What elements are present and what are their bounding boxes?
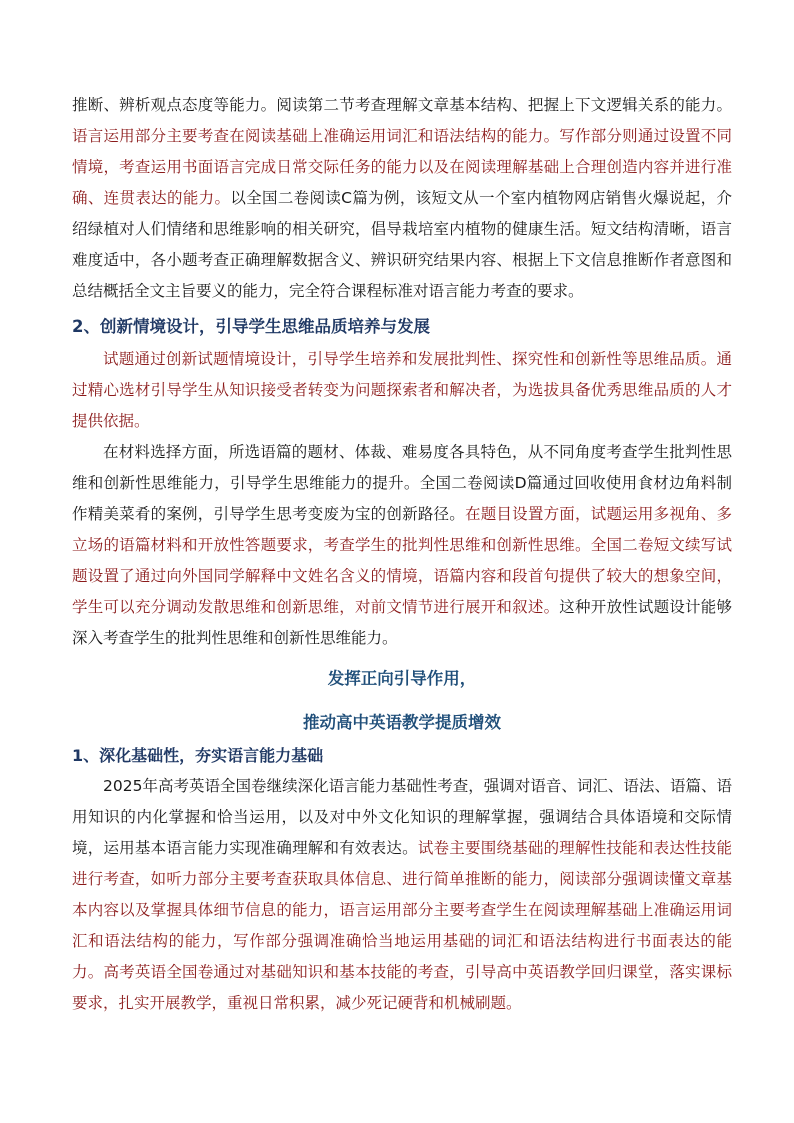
paragraph-3 (72, 437, 732, 654)
paragraph-4-sentence-2: 试卷主要围绕基础的理解性技能和表达性技能进行考查，如听力部分主要考查获取具体信息、进行简单推断的能力，阅读部分强调读懂文章基本内容以及掌握具体细节信息的能力，语言运用部分主要考查学生在阅读理解基础上准确运用词汇和语法结构的能力，写作部分强调准确恰当地运用基础的词汇和语法结构进行书面表达的能力。高考英语全国卷通过对基础知识和基本技能的考查，引导高中英语教学回归课堂，落实课标要求，扎实开展教学，重视日常积累，减少死记硬背和机械刷题。 (72, 839, 732, 1012)
paragraph-4-sentence-1: 2025年高考英语全国卷继续深化语言能力基础性考查，强调对语音、词汇、语法、语篇、语用知识的内化掌握和恰当运用，以及对中外文化知识的理解掌握，强调结合具体语境和交际情境，运用基本语言能力实现准确理解和有效表达。 (72, 777, 732, 857)
section-heading-2: 2、创新情境设计，引导学生思维品质培养与发展 (72, 317, 430, 336)
subsection-heading-1: 1、深化基础性，夯实语言能力基础 (72, 746, 324, 765)
paragraph-1 (72, 90, 732, 307)
paragraph-3-sentence-2: 在题目设置方面，试题运用多视角、多立场的语篇材料和开放性答题要求，考查学生的批判性思维和创新性思维。全国二卷短文续写试题设置了通过向外国同学解释中文姓名含义的情境，语篇内容和段首句提供了较大的想象空间，学生可以充分调动发散思维和创新思维，对前文情节进行展开和叙述。 (72, 505, 732, 616)
section-title-line-1: 发挥正向引导作用， (327, 669, 477, 688)
paragraph-4 (72, 771, 732, 1019)
paragraph-1-sentence-3: 以全国二卷阅读C篇为例，该短文从一个室内植物网店销售火爆说起，介绍绿植对人们情绪和思维影响的相关研究，倡导栽培室内植物的健康生活。短文结构清晰，语言难度适中，各小题考查正确理解数据含义、辨识研究结果内容、根据上下文信息推断作者意图和总结概括全文主旨要义的能力，完全符合课程标准对语言能力考查的要求。 (72, 189, 732, 300)
paragraph-1-sentence-1: 推断、辨析观点态度等能力。阅读第二节考查理解文章基本结构、把握上下文逻辑关系的能力。 (72, 96, 732, 114)
section-title-line-2: 推动高中英语教学提质增效 (303, 713, 501, 732)
paragraph-2: 试题通过创新试题情境设计，引导学生培养和发展批判性、探究性和创新性等思维品质。通过精心选材引导学生从知识接受者转变为问题探索者和解决者，为选拔具备优秀思维品质的人才提供依据。 (72, 350, 732, 430)
paragraph-1-sentence-2: 语言运用部分主要考查在阅读基础上准确运用词汇和语法结构的能力。写作部分则通过设置不同情境，考查运用书面语言完成日常交际任务的能力以及在阅读理解基础上合理创造内容并进行准确、连贯表达的能力。 (72, 127, 732, 207)
paragraph-3-sentence-1: 在材料选择方面，所选语篇的题材、体裁、难易度各具特色，从不同角度考查学生批判性思维和创新性思维能力，引导学生思维能力的提升。全国二卷阅读D篇通过回收使用食材边角料制作精美菜肴的案例，引导学生思考变废为宝的创新路径。 (72, 443, 732, 523)
document-body (72, 90, 732, 1019)
paragraph-3-sentence-3: 这种开放性试题设计能够深入考查学生的批判性思维和创新性思维能力。 (72, 598, 732, 647)
